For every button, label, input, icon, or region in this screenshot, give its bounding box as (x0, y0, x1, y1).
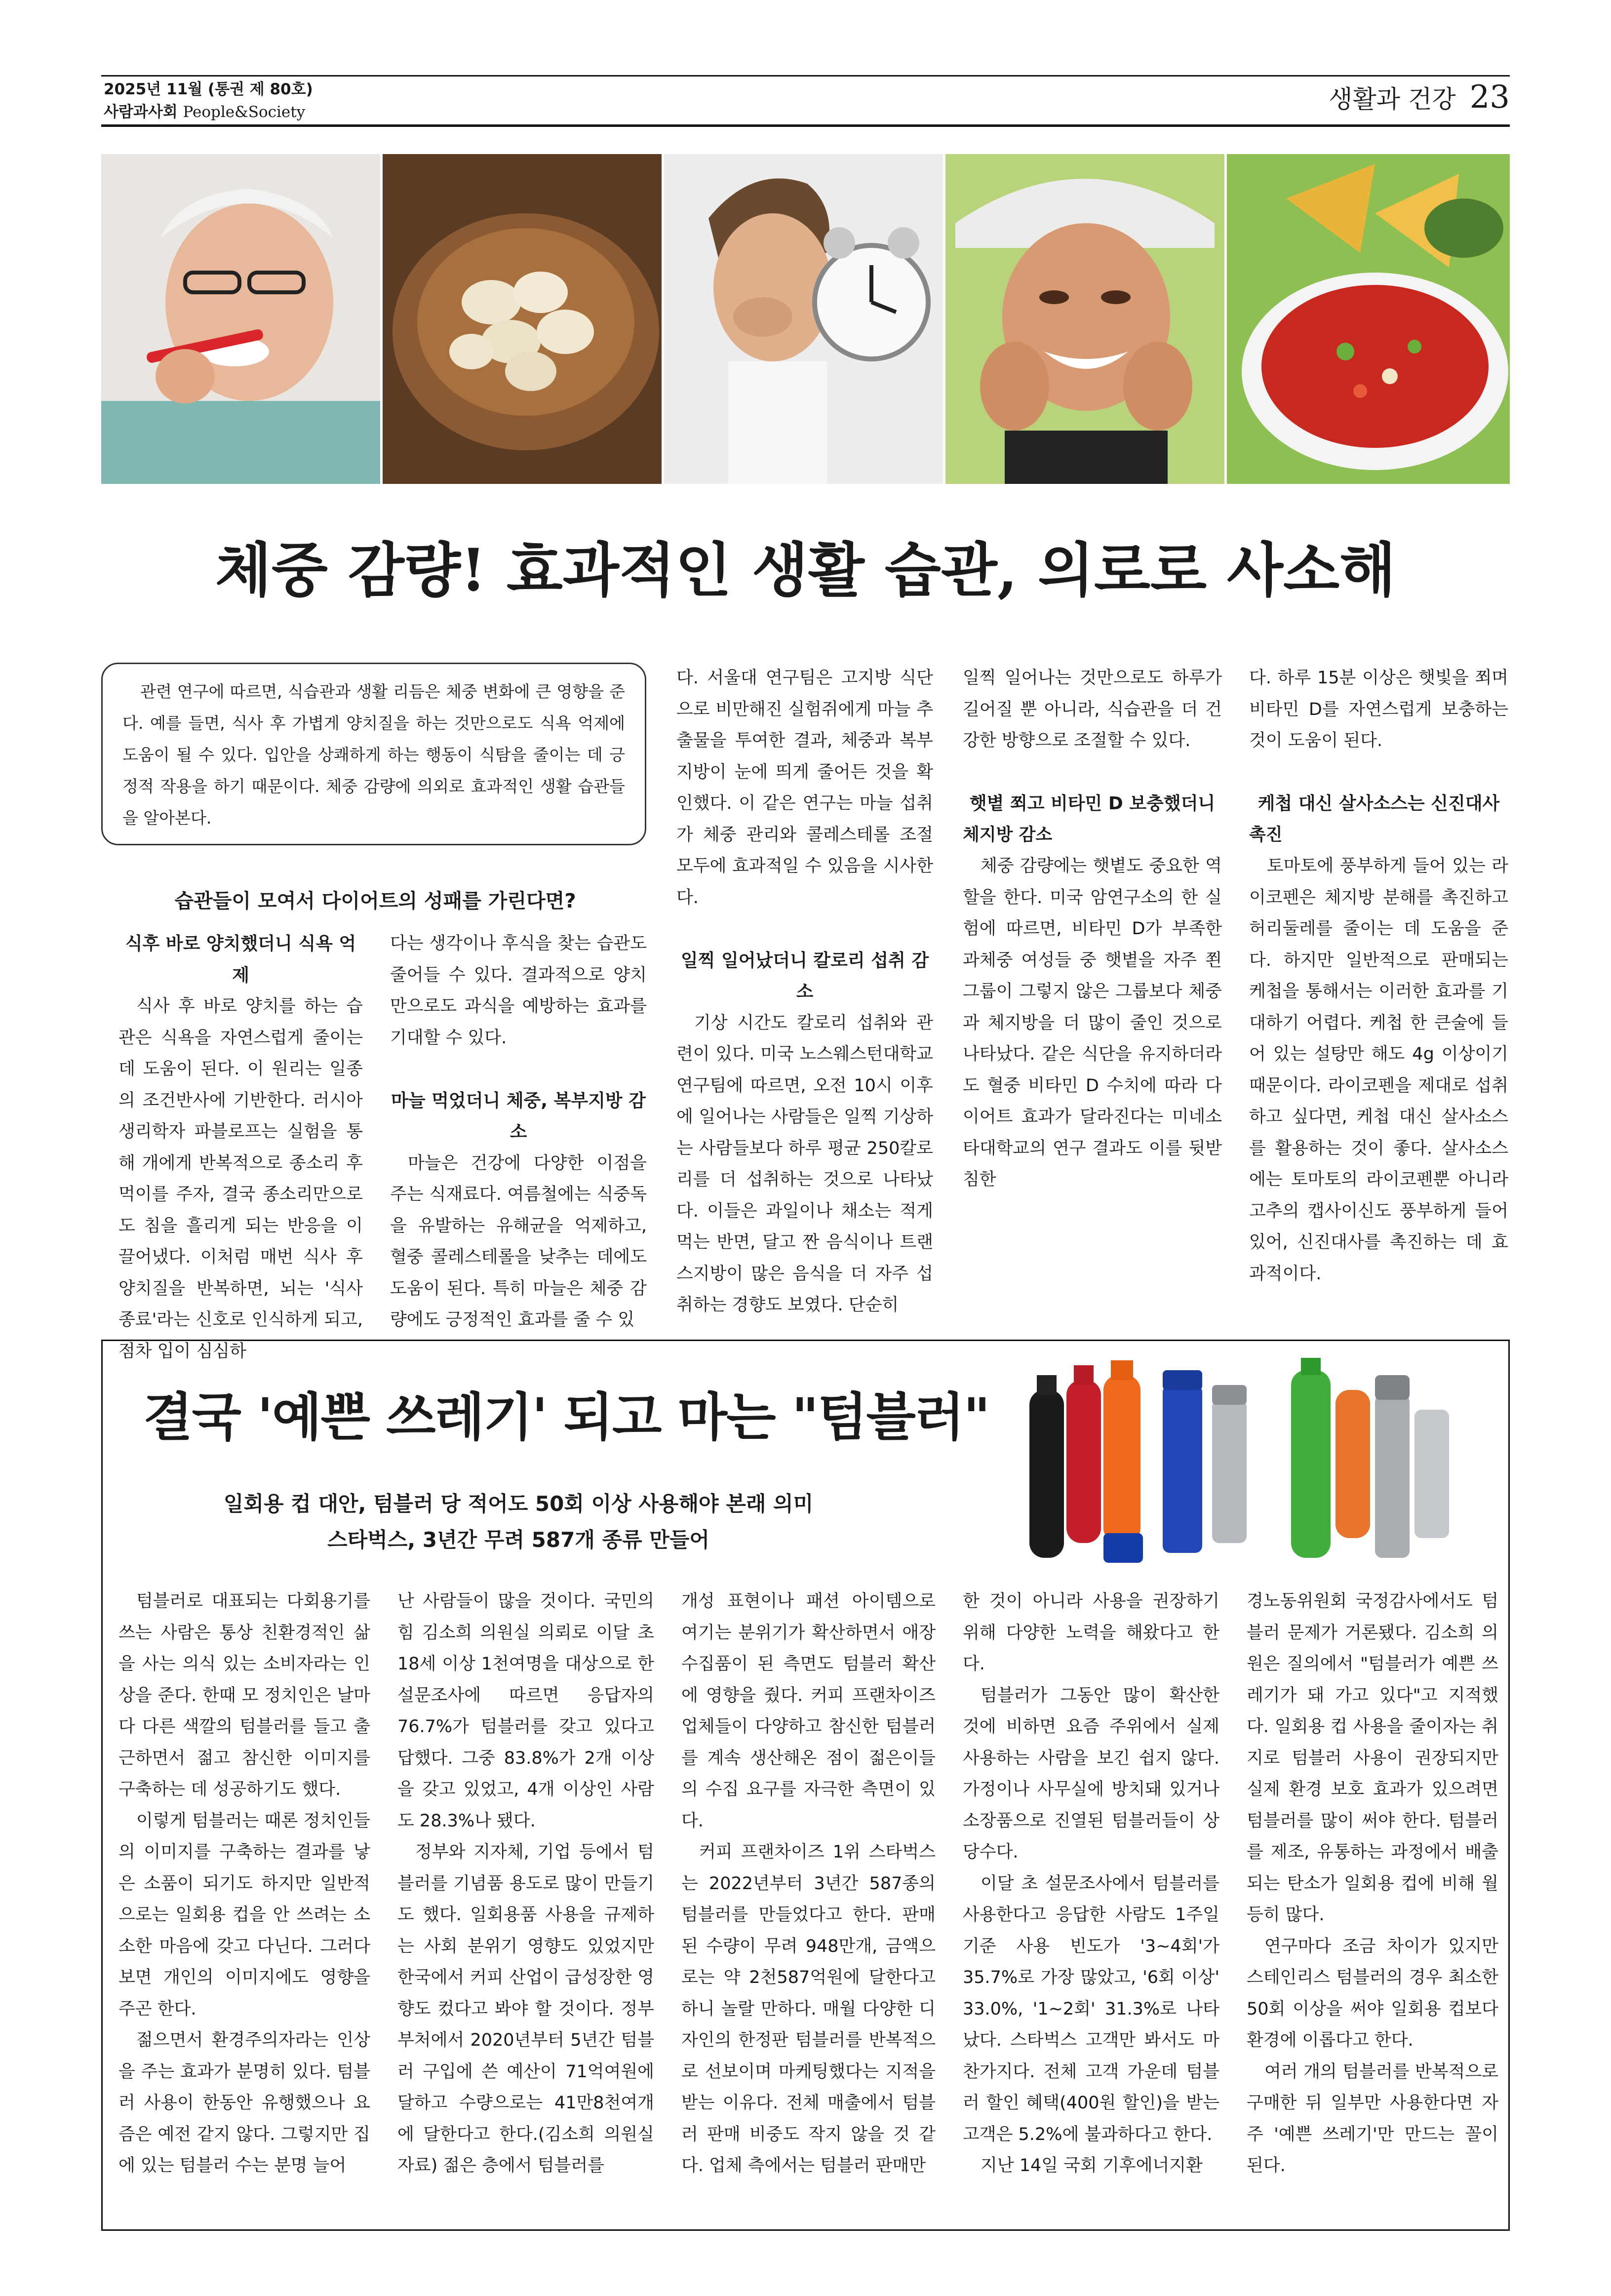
section-name: 생활과 건강 (1329, 85, 1456, 114)
section-header (1329, 80, 1510, 117)
article2-column-4 (963, 1586, 1219, 2182)
article1-column-5 (1249, 663, 1508, 1290)
article2-column-3 (681, 1586, 936, 2182)
article2-column-5 (1247, 1586, 1498, 2182)
article2-col5-text1: 경노동위원회 국정감사에서도 텀블러 문제가 거론됐다. 김소희 의원은 질의에서 "텀블러가 예쁜 쓰레기가 돼 가고 있다"고 지적했다. 일회용 컵 사용을 줄이자는 취지로 텀블러 사용이 권장되지만 실제 환경 보호 효과가 있으려면 텀블러를 많이 써야 한다. 텀블러를 제조, 유통하는 과정에서 배출되는 탄소가 일회용 컵에 비해 월등히 많다. (1247, 1591, 1498, 1925)
article1-col3-text2: 기상 시간도 칼로리 섭취와 관련이 있다. 미국 노스웨스턴대학교 연구팀에 따르면, 오전 10시 이후에 일어나는 사람들은 일찍 기상하는 사람들보다 하루 평균 250칼로리를 더 섭취하는 것으로 나타났다. 이들은 과일이나 채소는 적게 먹는 반면, 달고 짠 음식이나 트랜스지방이 많은 음식을 더 자주 섭취하는 경향도 보였다. 단순히 (676, 1013, 933, 1315)
article1-section-heading: 습관들이 모여서 다이어트의 성패를 가린다면? (174, 890, 576, 912)
article1-col4-text3: 체중 감량에는 햇볕도 중요한 역할을 한다. 미국 암연구소의 한 실험에 따르면, 비타민 D가 부족한 과체중 여성들 중 햇볕을 자주 쬔 그룹이 그렇지 않은 그룹보다 체중과 체지방을 더 많이 줄인 것으로 나타났다. 같은 식단을 유지하더라도 혈중 비타민 D 수치에 따라 다이어트 효과가 달라진다는 미네소타대학교의 연구 결과도 이를 뒷받침한 (963, 856, 1222, 1189)
article2-col1-text2: 이렇게 텀블러는 때론 정치인들의 이미지를 구축하는 결과를 낳은 소품이 되기도 하지만 일반적으로는 일회용 컵을 안 쓰려는 소소한 마음에 갖고 다닌다. 그러다 보면 개인의 이미지에도 영향을 주곤 한다. (118, 1811, 370, 2019)
article1-col3-subhead: 일찍 일어났더니 칼로리 섭취 감소 (680, 950, 929, 1002)
article1-col1-subhead: 식후 바로 양치했더니 식욕 억제 (125, 934, 356, 986)
article2-subhead-2: 스타벅스, 3년간 무려 587개 종류 만들어 (327, 1528, 709, 1552)
article2-col3-text1: 개성 표현이나 패션 아이템으로 여기는 분위기가 확산하면서 애장 수집품이 된 측면도 텀블러 확산에 영향을 줬다. 커피 프랜차이즈 업체들이 다양하고 참신한 텀블러를 계속 생산해온 점이 젊은이들의 수집 요구를 자극한 측면이 있다. (681, 1591, 936, 1831)
article1-column-1 (118, 928, 363, 1367)
article2-col2-text1: 난 사람들이 많을 것이다. 국민의힘 김소희 의원실 의뢰로 이달 초 18세 이상 1천여명을 대상으로 한 설문조사에 따르면 응답자의 76.7%가 텀블러를 갖고 있다고 답했다. 그중 83.8%가 2개 이상을 갖고 있었고, 4개 이상인 사람도 28.3%나 됐다. (397, 1591, 654, 1831)
article1-col5-text1: 다. 하루 15분 이상은 햇빛을 쬐며 비타민 D를 자연스럽게 보충하는 것이 도움이 된다. (1249, 668, 1508, 751)
article2-headline: 결국 '예쁜 쓰레기' 되고 마는 "텀블러" (143, 1387, 989, 1447)
article2-col5-text2: 연구마다 조금 차이가 있지만 스테인리스 텀블러의 경우 최소한 50회 이상을 써야 일회용 컵보다 환경에 이롭다고 한다. (1247, 1936, 1498, 2050)
photo-tumblers (1015, 1355, 1498, 1573)
article2-col1-text3: 젊으면서 환경주의자라는 인상을 주는 효과가 분명히 있다. 텀블러 사용이 한동안 유행했으나 요즘은 예전 같지 않다. 그렇지만 집에 있는 텀블러 수는 분명 늘어 (118, 2030, 370, 2176)
article2-column-2 (397, 1586, 654, 2182)
article2-col4-text3: 이달 초 설문조사에서 텀블러를 사용한다고 응답한 사람도 1주일 기준 사용 빈도가 '3~4회'가 35.7%로 가장 많았고, '6회 이상' 33.0%, '1~2회' 31.3%로 나타났다. 스타벅스 고객만 봐서도 마찬가지다. 전체 고객 가운데 텀블러 할인 혜택(400원 할인)을 받는 고객은 5.2%에 불과하다고 한다. (963, 1873, 1219, 2144)
photo-garlic-bowl (383, 154, 662, 484)
article1-col1-text: 식사 후 바로 양치를 하는 습관은 식욕을 자연스럽게 줄이는 데 도움이 된다. 이 원리는 일종의 조건반사에 기반한다. 러시아 생리학자 파블로프는 실험을 통해 개에게 반복적으로 종소리 후 먹이를 주자, 결국 종소리만으로도 침을 흘리게 되는 반응을 이끌어냈다. 이처럼 매번 식사 후 양치질을 반복하면, 뇌는 '식사 종료'라는 신호로 인식하게 되고, 점차 입이 심심하 (118, 996, 363, 1361)
article1-col5-subhead-line1: 케첩 대신 살사소스는 신진대사 (1257, 793, 1500, 814)
article2-column-1 (118, 1586, 370, 2182)
article2-col3-text2: 커피 프랜차이즈 1위 스타벅스는 2022년부터 3년간 587종의 텀블러를 만들었다고 한다. 판매된 수량이 무려 948만개, 금액으로는 약 2천587억원에 달한다고 하니 놀랄 만하다. 매월 다양한 디자인의 한정판 텀블러를 반복적으로 선보이며 마케팅했다는 지적을 받는 이유다. 전체 매출에서 텀블러 판매 비중도 작지 않을 것 같다. 업체 측에서는 텀블러 판매만 (681, 1842, 936, 2176)
article1-headline: 체중 감량! 효과적인 생활 습관, 의로로 사소해 (215, 536, 1396, 604)
article2-col4-text2: 텀블러가 그동안 많이 확산한 것에 비하면 요즘 주위에서 실제 사용하는 사람을 보긴 쉽지 않다. 가정이나 사무실에 방치돼 있거나 소장품으로 진열된 텀블러들이 상당수다. (963, 1685, 1219, 1862)
photo-salsa-chips (1227, 154, 1510, 484)
article2-subhead-1: 일회용 컵 대안, 텀블러 당 적어도 50회 이상 사용해야 본래 의미 (223, 1492, 814, 1516)
photo-man-yawning-clock (664, 154, 943, 484)
article1-col5-subhead-line2: 촉진 (1249, 825, 1283, 845)
article2-col5-text3: 여러 개의 텀블러를 반복적으로 구매한 뒤 일부만 사용한다면 자주 '예쁜 쓰레기'만 만드는 꼴이 된다. (1247, 2061, 1498, 2176)
article1-col2-text2: 마늘은 건강에 다양한 이점을 주는 식재료다. 여름철에는 식중독을 유발하는 유해균을 억제하고, 혈중 콜레스테롤을 낮추는 데에도 도움이 된다. 특히 마늘은 체중 감량에도 긍정적인 효과를 줄 수 있 (390, 1153, 647, 1330)
header-bottom-rule (101, 124, 1510, 127)
article2-col4-text1: 한 것이 아니라 사용을 권장하기 위해 다양한 노력을 해왔다고 한다. (963, 1591, 1219, 1674)
article1-col4-subhead-line2: 체지방 감소 (963, 825, 1053, 845)
article1-col4-subhead-line1: 햇볕 쬐고 비타민 D 보충했더니 (969, 793, 1216, 814)
photo-woman-brushing-teeth (101, 154, 380, 484)
paper-name-en: People&Society (183, 103, 306, 121)
header-top-rule (101, 75, 1510, 77)
article2-col2-text2: 정부와 지자체, 기업 등에서 텀블러를 기념품 용도로 많이 만들기도 했다. 일회용품 사용을 규제하는 사회 분위기 영향도 있었지만 한국에서 커피 산업이 급성장한 영향도 컸다고 봐야 할 것이다. 정부 부처에서 2020년부터 5년간 텀블러 구입에 쓴 예산이 71억여원에 달하고 수량으로는 41만8천여개에 달한다고 한다.(김소희 의원실 자료) 젊은 층에서 텀블러를 (397, 1842, 654, 2176)
article1-column-2 (390, 928, 647, 1336)
article2-col4-text4: 지난 14일 국회 기후에너지환 (981, 2156, 1203, 2176)
article1-intro-box (101, 663, 646, 845)
article1-intro-text: 관련 연구에 따르면, 식습관과 생활 리듬은 체중 변화에 큰 영향을 준다. 예를 들면, 식사 후 가볍게 양치질을 하는 것만으로도 식욕 억제에 도움이 될 수 있다. 입안을 상쾌하게 하는 행동이 식탐을 줄이는 데 긍정적 작용을 하기 때문이다. 체중 감량에 의외로 효과적인 생활 습관들을 알아본다. (122, 682, 625, 828)
article1-col2-subhead: 마늘 먹었더니 체중, 복부지방 감소 (391, 1090, 646, 1142)
article1-col4-text1: 일찍 일어나는 것만으로도 하루가 길어질 뿐 아니라, 식습관을 더 건강한 방향으로 조절할 수 있다. (963, 668, 1222, 751)
article1-column-4 (963, 663, 1222, 1196)
article1-col2-text1: 다는 생각이나 후식을 찾는 습관도 줄어들 수 있다. 결과적으로 양치만으로도 과식을 예방하는 효과를 기대할 수 있다. (390, 934, 647, 1048)
article2-col1-text1: 텀블러로 대표되는 다회용기를 쓰는 사람은 통상 친환경적인 삶을 사는 의식 있는 소비자라는 인상을 준다. 한때 모 정치인은 날마다 다른 색깔의 텀블러를 들고 출근하면서 젊고 참신한 이미지를 구축하는 데 성공하기도 했다. (118, 1591, 370, 1799)
article1-col3-text1: 다. 서울대 연구팀은 고지방 식단으로 비만해진 실험쥐에게 마늘 추출물을 투여한 결과, 체중과 복부 지방이 눈에 띄게 줄어든 것을 확인했다. 이 같은 연구는 마늘 섭취가 체중 관리와 콜레스테롤 조절 모두에 효과적일 수 있음을 시사한다. (676, 668, 933, 908)
page-number: 23 (1469, 79, 1510, 116)
photo-smiling-woman-sunhat (945, 154, 1224, 484)
article1-col5-text2: 토마토에 풍부하게 들어 있는 라이코펜은 체지방 분해를 촉진하고 허리둘레를 줄이는 데 도움을 준다. 하지만 일반적으로 판매되는 케첩을 통해서는 이러한 효과를 기대하기 어렵다. 케첩 한 큰술에 들어 있는 설탕만 해도 4g 이상이기 때문이다. 라이코펜을 제대로 섭취하고 싶다면, 케첩 대신 살사소스를 활용하는 것이 좋다. 살사소스에는 토마토의 라이코펜뿐 아니라 고추의 캡사이신도 풍부하게 들어 있어, 신진대사를 촉진하는 데 효과적이다. (1249, 856, 1508, 1284)
masthead (104, 78, 313, 123)
article1-column-3 (676, 663, 933, 1321)
issue-label: 2025년 11월 (통권 제 80호) (104, 80, 313, 98)
paper-name-ko: 사람과사회 (104, 103, 178, 121)
